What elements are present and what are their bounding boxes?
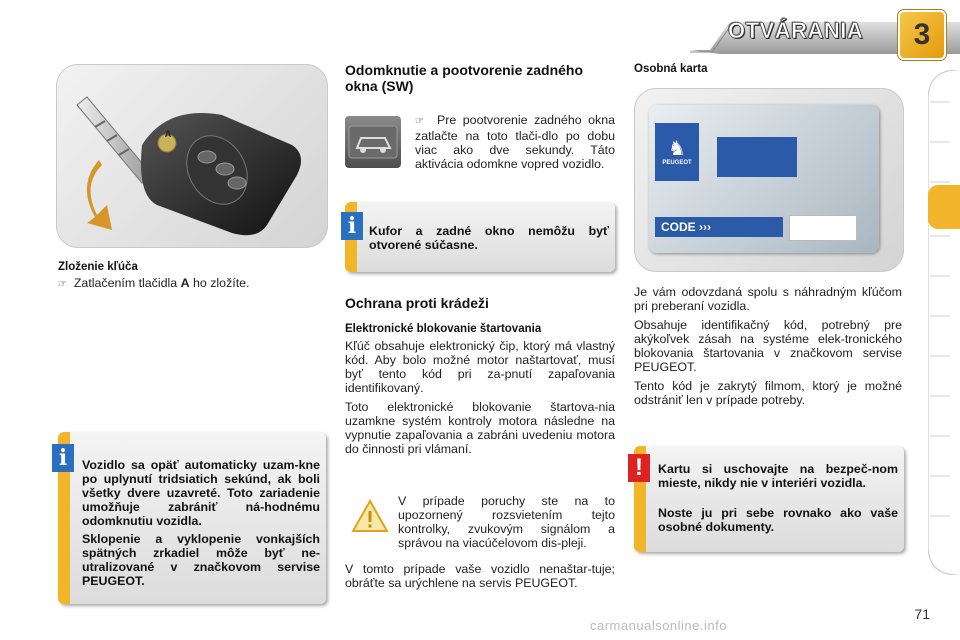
- key-fold-text: Zatlačením tlačidla: [73, 276, 181, 290]
- immobiliser-title: Elektronické blokovanie štartovania: [345, 323, 542, 335]
- card-logo-panel: [655, 123, 699, 181]
- chapter-tab-rail: [928, 70, 960, 575]
- card-storage-warning-text: Kartu si uschovajte na bezpeč-nom mieste, nikdy nie v interiéri vozidla.: [658, 462, 898, 490]
- card-storage-warning-box: [634, 446, 904, 552]
- key-fold-instruction: [58, 276, 326, 292]
- theft-protection-title: Ochrana proti krádeži: [345, 295, 489, 311]
- personal-card-title: Osobná karta: [634, 63, 708, 75]
- peugeot-lion-icon: ♞: [668, 138, 686, 160]
- rear-window-text: Pre pootvorenie zadného okna zatlačte na toto tlači-dlo po dobu viac ako dve sekundy. Táto aktivácia odomkne vopred vozidlo.: [415, 113, 615, 171]
- card-paragraph-1: Je vám odovzdaná spolu s náhradným kľúčom pri preberaní vozidla.: [634, 285, 902, 313]
- pointing-hand-icon: ☞: [415, 116, 424, 127]
- chapter-number-badge: 3: [898, 10, 946, 60]
- active-chapter-tab[interactable]: [928, 185, 960, 229]
- card-paragraph-2: Obsahuje identifikačný kód, potrebný pre akýkoľvek zásah na systéme elek-tronického blokovania štartovania v značkovom servise PEUGEOT.: [634, 318, 902, 374]
- card-code-field: [789, 215, 857, 241]
- key-fold-text-end: ho zložíte.: [189, 276, 250, 290]
- personal-card-image: [634, 88, 904, 272]
- code-arrows-icon: ›››: [695, 220, 711, 234]
- immobiliser-paragraph-1: Kľúč obsahuje elektronický čip, ktorý má vlastný kód. Aby bolo možné motor naštartovať, musí byť tento kód pri za-pnutí zapaľovania identifikovaný.: [345, 339, 615, 395]
- page-number: 71: [914, 606, 930, 622]
- warning-exclamation-icon: !: [628, 454, 650, 482]
- auto-lock-info-box: [58, 432, 326, 604]
- key-fold-button-ref: A: [180, 276, 190, 290]
- folding-key-illustration: [57, 65, 327, 247]
- trunk-info-box: [345, 202, 615, 272]
- card-carry-text: Noste ju pri sebe rovnako ako vaše osobné dokumenty.: [658, 506, 898, 534]
- auto-lock-info-text: Vozidlo sa opäť automaticky uzam-kne po uplynutí tridsiatich sekúnd, ak boli všetky dvere uzavreté. Toto zariadenie umožňuje zabrániť ná-hodnému odomknutiu vozidla.: [82, 458, 320, 528]
- rear-window-button-image: [345, 116, 401, 168]
- immobiliser-paragraph-2: Toto elektronické blokovanie štartova-nia uzamkne systém kontroly motora následne na vypnutie zapaľovania a zabráni uvedeniu motora do činnosti pri vlámaní.: [345, 400, 615, 456]
- card-body: [649, 105, 879, 253]
- card-code-label: CODE: [661, 220, 696, 234]
- personal-card-text: [634, 285, 902, 412]
- card-brand: PEUGEOT: [662, 160, 692, 166]
- mirror-info-text: Sklopenie a vyklopenie vonkajších spätných zrkadiel môže byť ne-utralizované v značkovom servise PEUGEOT.: [82, 532, 320, 588]
- info-icon: i: [341, 212, 363, 240]
- rear-window-car-icon: [345, 116, 401, 168]
- card-stripe: [717, 137, 797, 177]
- pointing-hand-icon: ☞: [58, 279, 67, 290]
- rear-window-title: Odomknutie a pootvorenie zadného okna (SW): [345, 62, 584, 94]
- no-start-text: V tomto prípade vaše vozidlo nenaštar-tuje; obráťte sa urýchlene na servis PEUGEOT.: [345, 562, 615, 590]
- key-button-label: A: [164, 129, 172, 139]
- immobiliser-text: [345, 339, 615, 461]
- key-fold-title: Zloženie kľúča: [58, 261, 138, 273]
- card-paragraph-3: Tento kód je zakrytý filmom, ktorý je možné odstrániť len v prípade potreby.: [634, 379, 902, 407]
- warning-light-text: V prípade poruchy ste na to upozornený rozsvietením tejto kontrolky, zvukovým signálom a správou na viacúčelovom dis-pleji.: [398, 494, 615, 550]
- card-code-panel: [655, 217, 783, 237]
- chapter-title: OTVÁRANIA: [728, 18, 864, 43]
- trunk-info-text: Kufor a zadné okno nemôžu byť otvorené súčasne.: [369, 224, 609, 252]
- warning-triangle-icon: [350, 498, 390, 534]
- rear-window-instruction: [415, 113, 615, 171]
- key-fold-image: [56, 64, 328, 248]
- watermark: carmanualsonline.info: [590, 618, 727, 633]
- info-icon: i: [52, 444, 74, 472]
